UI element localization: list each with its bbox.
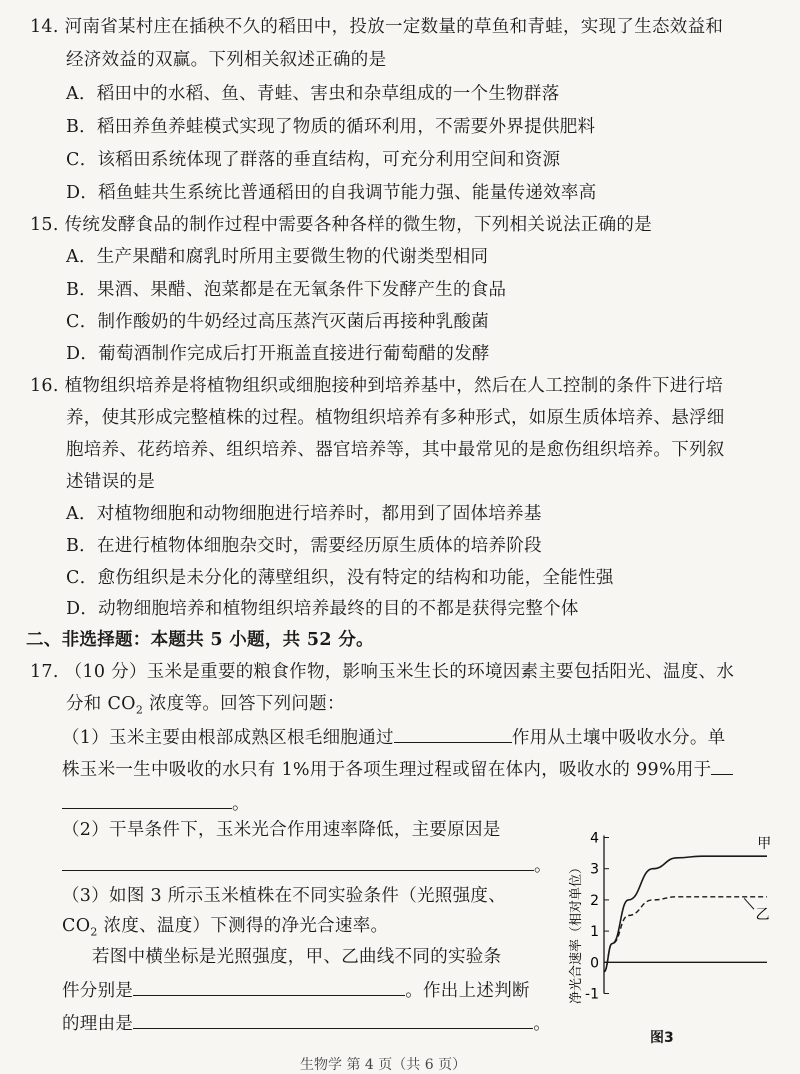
q17-stem2-text: 分和 CO xyxy=(66,694,136,714)
answer-blank-2a[interactable] xyxy=(711,756,733,775)
q14-option-c: C．该稻田系统体现了群落的垂直结构，可充分利用空间和资源 xyxy=(66,150,561,170)
q16-stem-line4: 述错误的是 xyxy=(66,472,155,492)
q17-part1-line2 xyxy=(62,756,733,782)
y-axis-label: 净光合速率（相对单位） xyxy=(569,860,584,1005)
q14-number: 14. xyxy=(30,17,59,37)
y-tick-label: 2 xyxy=(590,892,599,909)
q15-stem-text1: 传统发酵食品的制作过程中需要各种各样的微生物，下列相关说法正确的是 xyxy=(64,215,653,235)
q15-stem-line1 xyxy=(30,213,652,237)
answer-blank-5[interactable] xyxy=(133,1010,533,1029)
answer-blank-4[interactable] xyxy=(133,977,405,996)
q17-part3-line3: 若图中横坐标是光照强度，甲、乙曲线不同的实验条 xyxy=(92,947,502,967)
q15-option-b: B．果酒、果醋、泡菜都是在无氧条件下发酵产生的食品 xyxy=(66,280,507,300)
y-tick-label: 4 xyxy=(590,830,599,847)
q14-stem-line2: 经济效益的双赢。下列相关叙述正确的是 xyxy=(66,50,387,70)
q16-option-b: B．在进行植物体细胞杂交时，需要经历原生质体的培养阶段 xyxy=(66,536,542,556)
q17-part1-line1 xyxy=(62,724,725,750)
q17-stem-text1: （10 分）玉米是重要的粮食作物，影响玉米生长的环境因素主要包括阳光、温度、水 xyxy=(64,662,735,682)
section2-heading: 二、非选择题：本题共 5 小题，共 52 分。 xyxy=(26,630,374,650)
q17-part2-line1: （2）干旱条件下，玉米光合作用速率降低，主要原因是 xyxy=(62,820,501,840)
q14-option-a: A．稻田中的水稻、鱼、青蛙、害虫和杂草组成的一个生物群落 xyxy=(66,84,560,104)
co2-subscript-2: 2 xyxy=(90,925,98,939)
q17-number: 17. xyxy=(30,662,59,682)
q17-part3-line4 xyxy=(62,977,530,1003)
q16-stem-line2: 养，使其形成完整植株的过程。植物组织培养有多种形式，如原生质体培养、悬浮细 xyxy=(66,408,725,428)
q14-option-b: B．稻田养鱼养蛙模式实现了物质的循环利用，不需要外界提供肥料 xyxy=(66,117,596,137)
y-tick-label: 3 xyxy=(590,861,599,878)
q17-part1-line3 xyxy=(62,790,250,816)
y-tick-label: 1 xyxy=(590,924,599,941)
answer-blank-3[interactable] xyxy=(62,852,534,871)
y-tick-label: 0 xyxy=(590,955,599,972)
q16-option-d: D．动物细胞培养和植物组织培养最终的目的不都是获得完整个体 xyxy=(66,599,579,619)
q16-stem-text1: 植物组织培养是将植物组织或细胞接种到培养基中，然后在人工控制的条件下进行培 xyxy=(64,376,724,396)
q14-option-d: D．稻鱼蛙共生系统比普通稻田的自我调节能力强、能量传递效率高 xyxy=(66,183,597,203)
series-jia-line xyxy=(604,856,767,971)
q16-option-a: A．对植物细胞和动物细胞进行培养时，都用到了固体培养基 xyxy=(66,504,542,524)
answer-blank-2b[interactable] xyxy=(62,790,232,809)
q17-stem-line2 xyxy=(66,692,345,723)
q17-part3-text-d1: 件分别是 xyxy=(62,981,134,1001)
q17-part1-text-b: 作用从土壤中吸收水分。单 xyxy=(511,728,726,748)
co2-subscript: 2 xyxy=(135,703,144,717)
q17-part3-text-b: 浓度、温度）下测得的净光合速率。 xyxy=(97,916,389,936)
q15-option-a: A．生产果醋和腐乳时所用主要微生物的代谢类型相同 xyxy=(66,247,489,267)
series-yi-label: 乙 xyxy=(755,906,770,923)
q15-option-c: C．制作酸奶的牛奶经过高压蒸汽灭菌后再接种乳酸菌 xyxy=(66,312,490,332)
q14-stem-text1: 河南省某村庄在插秧不久的稻田中，投放一定数量的草鱼和青蛙，实现了生态效益和 xyxy=(64,17,724,37)
q16-stem-line1 xyxy=(30,374,723,398)
q17-part1-end: 。 xyxy=(232,794,250,814)
q17-part2-line2 xyxy=(62,852,552,878)
series-yi-line xyxy=(604,897,767,972)
answer-blank-1[interactable] xyxy=(394,724,512,743)
q17-stem2-text-b: 浓度等。回答下列问题： xyxy=(143,694,345,714)
q17-stem-line1 xyxy=(30,660,734,684)
q17-part3-line2 xyxy=(62,914,388,945)
q17-part3-text-e2: 。 xyxy=(533,1014,552,1034)
figure-caption: 图3 xyxy=(650,1030,674,1046)
q15-option-d: D．葡萄酒制作完成后打开瓶盖直接进行葡萄醋的发酵 xyxy=(66,344,490,364)
q17-part3-line5 xyxy=(62,1010,551,1036)
q17-part3-line1: （3）如图 3 所示玉米植株在不同实验条件（光照强度、 xyxy=(62,886,506,906)
series-jia-label: 甲 xyxy=(757,836,772,853)
q16-option-c: C．愈伤组织是未分化的薄壁组织，没有特定的结构和功能，全能性强 xyxy=(66,568,614,588)
q17-part3-co2: CO xyxy=(62,916,91,936)
q16-number: 16. xyxy=(30,376,59,396)
q17-part3-text-d2: 。作出上述判断 xyxy=(405,981,530,1001)
series-yi-leader xyxy=(744,898,754,909)
q17-part3-text-e1: 的理由是 xyxy=(62,1014,134,1034)
figure-3-chart xyxy=(560,818,775,1048)
q17-part1-text-a: （1）玉米主要由根部成熟区根毛细胞通过 xyxy=(62,728,394,748)
page-footer: 生物学 第 4 页（共 6 页） xyxy=(300,1057,467,1073)
q17-part2-end: 。 xyxy=(534,856,552,876)
q16-stem-line3: 胞培养、花药培养、组织培养、器官培养等，其中最常见的是愈伤组织培养。下列叙 xyxy=(66,440,725,460)
q17-part1-text-c: 株玉米一生中吸收的水只有 1%用于各项生理过程或留在体内，吸收水的 99%用于 xyxy=(62,760,712,780)
q15-number: 15. xyxy=(30,215,59,235)
q14-stem-line1 xyxy=(30,15,723,39)
y-tick-label: -1 xyxy=(585,986,599,1003)
